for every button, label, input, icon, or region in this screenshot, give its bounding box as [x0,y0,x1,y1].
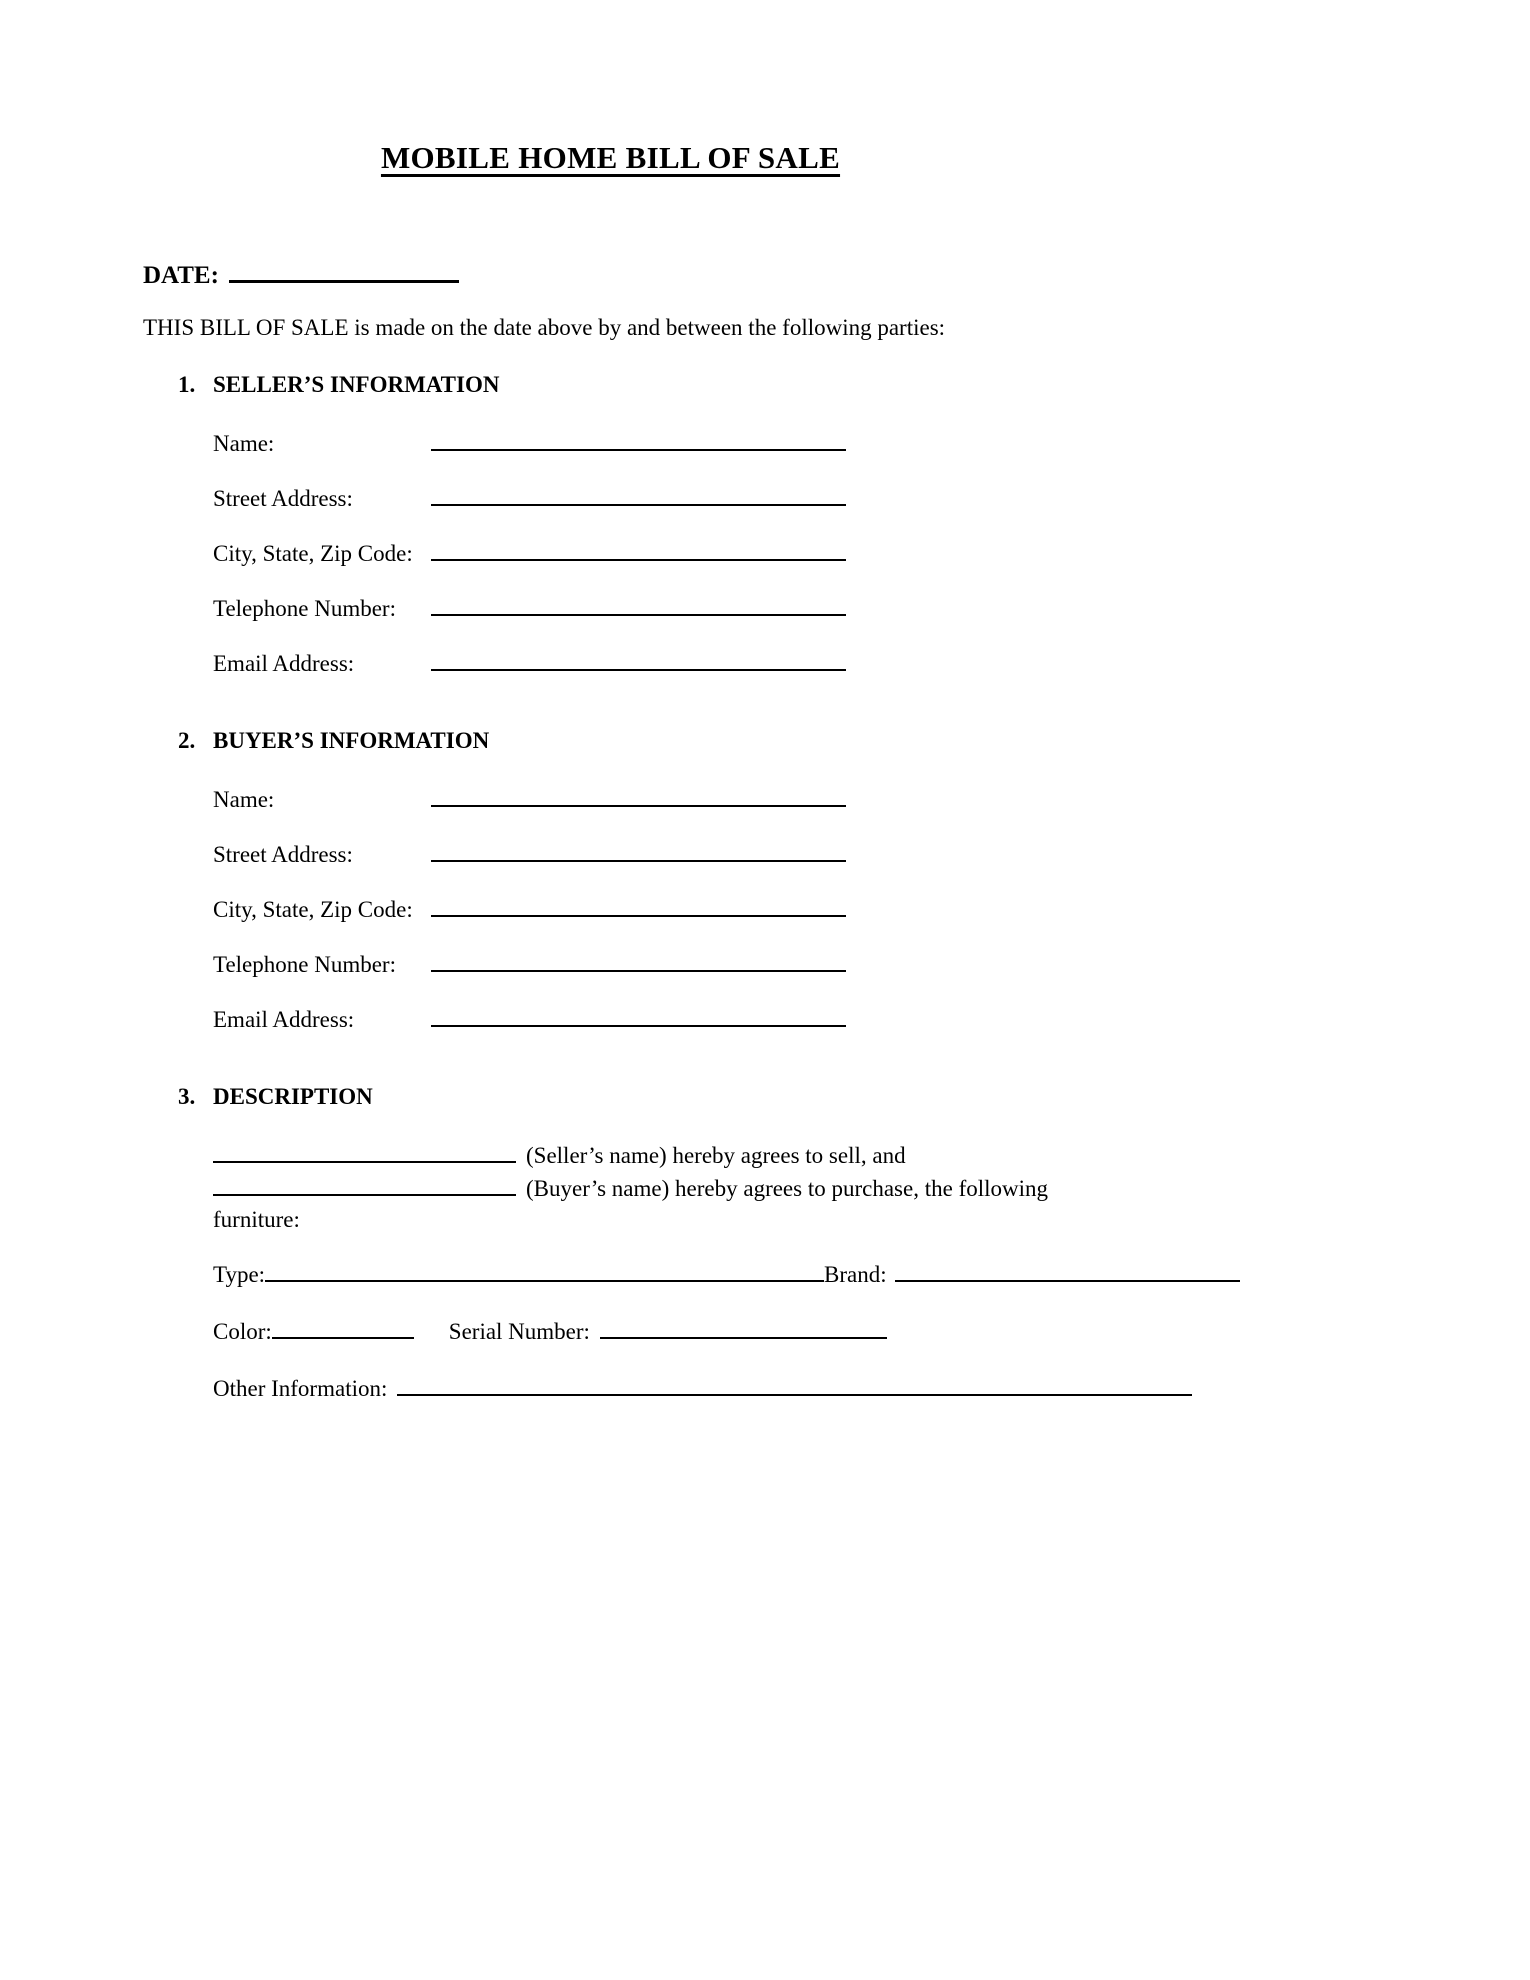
table-row [213,947,1440,977]
intro-paragraph: THIS BILL OF SALE is made on the date above by and between the following parties: [143,315,946,340]
seller-city-state-zip-label: City, State, Zip Code: [213,541,413,566]
date-label: DATE: [143,262,219,289]
buyer-street-address-label: Street Address: [213,842,353,867]
seller-telephone-blank[interactable] [431,591,846,616]
seller-name-blank[interactable] [431,426,846,451]
seller-street-address-blank[interactable] [431,481,846,506]
document-title: MOBILE HOME BILL OF SALE [380,140,841,175]
buyer-telephone-blank[interactable] [431,947,846,972]
table-row [213,591,1440,621]
buyer-email-label: Email Address: [213,1007,355,1032]
brand-blank[interactable] [895,1257,1240,1282]
section-number: 3. [178,1084,196,1109]
section-heading-buyers-information [178,726,1440,756]
section-heading-label: DESCRIPTION [213,1084,373,1109]
seller-agrees-line [213,1138,1440,1171]
description-buyer-name-blank[interactable] [213,1171,516,1196]
table-row [213,646,1440,676]
color-serial-row [213,1314,1440,1347]
buyer-agrees-text: (Buyer’s name) hereby agrees to purchase, the following [526,1176,1049,1201]
seller-telephone-label: Telephone Number: [213,596,396,621]
table-row [213,536,1440,566]
type-blank-2[interactable] [562,1257,824,1282]
other-information-blank[interactable] [397,1371,1192,1396]
other-information-row [213,1371,1440,1404]
buyer-email-blank[interactable] [431,1002,846,1027]
table-row [213,892,1440,922]
section-heading-description [178,1082,1440,1112]
description-seller-name-blank[interactable] [213,1138,516,1163]
furniture-line: furniture: [213,1207,300,1232]
description-block [143,1138,1440,1404]
color-label: Color: [213,1319,272,1344]
section-heading-sellers-information [178,370,1440,400]
seller-street-address-label: Street Address: [213,486,353,511]
seller-name-label: Name: [213,431,275,456]
seller-email-blank[interactable] [431,646,846,671]
buyer-city-state-zip-blank[interactable] [431,892,846,917]
table-row [213,782,1440,812]
serial-number-blank[interactable] [600,1314,887,1339]
type-label: Type: [213,1262,266,1287]
color-blank[interactable] [272,1314,414,1339]
section-number: 1. [178,372,196,397]
buyer-city-state-zip-label: City, State, Zip Code: [213,897,413,922]
seller-email-label: Email Address: [213,651,355,676]
table-row [213,837,1440,867]
buyer-street-address-blank[interactable] [431,837,846,862]
table-row [213,1002,1440,1032]
section-heading-label: SELLER’S INFORMATION [213,372,500,397]
type-brand-row [213,1257,1440,1290]
section-heading-label: BUYER’S INFORMATION [213,728,490,753]
title-container [143,140,1078,176]
date-blank[interactable] [229,258,459,283]
serial-number-label: Serial Number: [448,1319,590,1344]
seller-agrees-text: (Seller’s name) hereby agrees to sell, and [526,1143,906,1168]
table-row [213,426,1440,456]
section-number: 2. [178,728,196,753]
buyer-telephone-label: Telephone Number: [213,952,396,977]
buyer-name-label: Name: [213,787,275,812]
other-information-label: Other Information: [213,1376,388,1401]
table-row [213,481,1440,511]
brand-label: Brand: [824,1262,887,1287]
seller-city-state-zip-blank[interactable] [431,536,846,561]
type-blank[interactable] [265,1257,562,1282]
date-row [143,258,1440,292]
buyer-agrees-line [213,1171,1440,1204]
buyer-name-blank[interactable] [431,782,846,807]
